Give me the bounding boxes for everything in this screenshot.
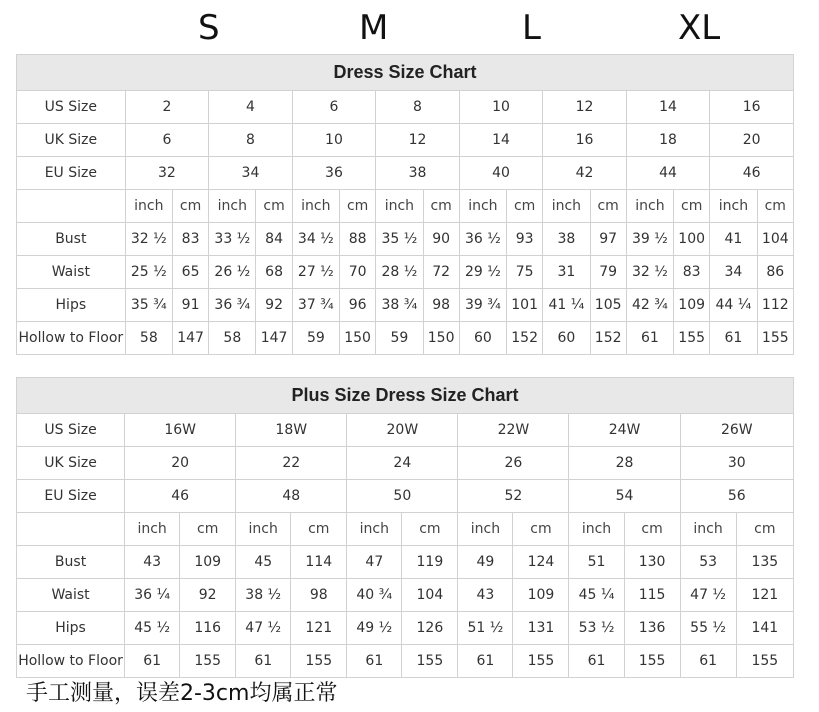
measurement-label: Waist xyxy=(17,256,126,289)
measurement-value: 51 ½ xyxy=(458,612,513,645)
measurement-value: 36 ¼ xyxy=(125,579,180,612)
eu-size-value: 42 xyxy=(543,157,627,190)
measurement-footnote: 手工测量，误差2-3cm均属正常 xyxy=(26,681,338,706)
us-size-value: 14 xyxy=(626,91,710,124)
measurement-value: 83 xyxy=(674,256,710,289)
measurement-value: 61 xyxy=(626,322,673,355)
measurement-value: 147 xyxy=(172,322,208,355)
measurement-value: 53 ½ xyxy=(569,612,624,645)
measurement-value: 109 xyxy=(180,546,236,579)
uk-size-label: UK Size xyxy=(17,124,126,157)
plus-size-chart-table xyxy=(16,377,794,678)
measurement-value: 155 xyxy=(402,645,458,678)
unit-inch-header: inch xyxy=(125,513,180,546)
unit-cm-header: cm xyxy=(757,190,793,223)
measurement-value: 126 xyxy=(402,612,458,645)
unit-cm-header: cm xyxy=(180,513,236,546)
measurement-value: 68 xyxy=(256,256,292,289)
measurement-value: 41 ¼ xyxy=(543,289,590,322)
measurement-value: 75 xyxy=(507,256,543,289)
measurement-value: 47 xyxy=(347,546,402,579)
measurement-value: 61 xyxy=(680,645,736,678)
eu-size-value: 54 xyxy=(569,480,680,513)
unit-inch-header: inch xyxy=(569,513,624,546)
unit-cm-header: cm xyxy=(513,513,569,546)
table-row xyxy=(17,579,794,612)
measurement-value: 33 ½ xyxy=(209,223,256,256)
measurement-label: Hips xyxy=(17,612,125,645)
unit-cm-header: cm xyxy=(624,513,680,546)
measurement-value: 51 xyxy=(569,546,624,579)
us-size-value: 26W xyxy=(680,414,793,447)
unit-inch-header: inch xyxy=(543,190,590,223)
measurement-value: 96 xyxy=(340,289,376,322)
measurement-value: 100 xyxy=(674,223,710,256)
measurement-value: 28 ½ xyxy=(376,256,423,289)
measurement-label: Hips xyxy=(17,289,126,322)
measurement-value: 109 xyxy=(674,289,710,322)
measurement-value: 34 ½ xyxy=(292,223,339,256)
unit-cm-header: cm xyxy=(340,190,376,223)
unit-inch-header: inch xyxy=(292,190,339,223)
measurement-value: 45 xyxy=(236,546,291,579)
measurement-value: 92 xyxy=(256,289,292,322)
measurement-value: 109 xyxy=(513,579,569,612)
unit-cm-header: cm xyxy=(423,190,459,223)
measurement-value: 36 ¾ xyxy=(209,289,256,322)
unit-row-label xyxy=(17,513,125,546)
measurement-value: 45 ½ xyxy=(125,612,180,645)
measurement-value: 38 xyxy=(543,223,590,256)
measurement-value: 55 ½ xyxy=(680,612,736,645)
eu-size-label: EU Size xyxy=(17,480,125,513)
measurement-value: 115 xyxy=(624,579,680,612)
us-size-value: 16W xyxy=(125,414,236,447)
measurement-value: 91 xyxy=(172,289,208,322)
uk-size-value: 14 xyxy=(459,124,543,157)
us-size-value: 18W xyxy=(236,414,347,447)
measurement-value: 152 xyxy=(507,322,543,355)
measurement-value: 38 ½ xyxy=(236,579,291,612)
table-row xyxy=(17,645,794,678)
us-size-value: 16 xyxy=(710,91,794,124)
eu-size-value: 38 xyxy=(376,157,460,190)
size-letter-l: L xyxy=(522,8,541,48)
table-row xyxy=(17,289,794,322)
measurement-value: 83 xyxy=(172,223,208,256)
dress-size-chart-table xyxy=(16,54,794,355)
uk-size-value: 28 xyxy=(569,447,680,480)
measurement-value: 98 xyxy=(291,579,347,612)
uk-size-value: 12 xyxy=(376,124,460,157)
measurement-label: Bust xyxy=(17,546,125,579)
measurement-value: 98 xyxy=(423,289,459,322)
unit-inch-header: inch xyxy=(236,513,291,546)
us-size-value: 22W xyxy=(458,414,569,447)
uk-size-value: 20 xyxy=(710,124,794,157)
measurement-value: 59 xyxy=(292,322,339,355)
measurement-value: 97 xyxy=(590,223,626,256)
measurement-value: 65 xyxy=(172,256,208,289)
measurement-value: 40 ¾ xyxy=(347,579,402,612)
measurement-value: 47 ½ xyxy=(680,579,736,612)
measurement-value: 47 ½ xyxy=(236,612,291,645)
unit-inch-header: inch xyxy=(125,190,172,223)
measurement-value: 92 xyxy=(180,579,236,612)
measurement-value: 150 xyxy=(423,322,459,355)
measurement-value: 60 xyxy=(543,322,590,355)
measurement-value: 61 xyxy=(125,645,180,678)
measurement-value: 79 xyxy=(590,256,626,289)
us-size-label: US Size xyxy=(17,414,125,447)
measurement-value: 25 ½ xyxy=(125,256,172,289)
eu-size-value: 34 xyxy=(209,157,293,190)
measurement-value: 60 xyxy=(459,322,506,355)
unit-row-label xyxy=(17,190,126,223)
measurement-value: 116 xyxy=(180,612,236,645)
measurement-value: 61 xyxy=(347,645,402,678)
unit-inch-header: inch xyxy=(626,190,673,223)
measurement-value: 61 xyxy=(458,645,513,678)
us-size-value: 10 xyxy=(459,91,543,124)
measurement-value: 72 xyxy=(423,256,459,289)
measurement-value: 37 ¾ xyxy=(292,289,339,322)
measurement-value: 42 ¾ xyxy=(626,289,673,322)
measurement-value: 49 xyxy=(458,546,513,579)
measurement-value: 141 xyxy=(736,612,793,645)
measurement-value: 152 xyxy=(590,322,626,355)
measurement-value: 105 xyxy=(590,289,626,322)
us-size-value: 8 xyxy=(376,91,460,124)
unit-inch-header: inch xyxy=(209,190,256,223)
measurement-value: 131 xyxy=(513,612,569,645)
us-size-value: 20W xyxy=(347,414,458,447)
unit-inch-header: inch xyxy=(376,190,423,223)
us-size-value: 24W xyxy=(569,414,680,447)
measurement-value: 155 xyxy=(736,645,793,678)
table-row xyxy=(17,546,794,579)
measurement-value: 27 ½ xyxy=(292,256,339,289)
measurement-value: 121 xyxy=(291,612,347,645)
measurement-value: 43 xyxy=(125,546,180,579)
uk-size-value: 30 xyxy=(680,447,793,480)
uk-size-label: UK Size xyxy=(17,447,125,480)
measurement-value: 44 ¼ xyxy=(710,289,757,322)
eu-size-value: 32 xyxy=(125,157,209,190)
table-row xyxy=(17,322,794,355)
measurement-value: 59 xyxy=(376,322,423,355)
measurement-value: 104 xyxy=(757,223,793,256)
measurement-value: 61 xyxy=(236,645,291,678)
uk-size-value: 18 xyxy=(626,124,710,157)
unit-cm-header: cm xyxy=(291,513,347,546)
measurement-label: Bust xyxy=(17,223,126,256)
measurement-label: Hollow to Floor xyxy=(17,645,125,678)
uk-size-value: 10 xyxy=(292,124,376,157)
measurement-value: 49 ½ xyxy=(347,612,402,645)
unit-inch-header: inch xyxy=(458,513,513,546)
measurement-value: 43 xyxy=(458,579,513,612)
measurement-value: 31 xyxy=(543,256,590,289)
eu-size-value: 50 xyxy=(347,480,458,513)
measurement-value: 155 xyxy=(624,645,680,678)
eu-size-value: 52 xyxy=(458,480,569,513)
measurement-value: 32 ½ xyxy=(125,223,172,256)
measurement-value: 45 ¼ xyxy=(569,579,624,612)
measurement-value: 32 ½ xyxy=(626,256,673,289)
uk-size-value: 22 xyxy=(236,447,347,480)
eu-size-value: 56 xyxy=(680,480,793,513)
measurement-value: 35 ½ xyxy=(376,223,423,256)
measurement-value: 150 xyxy=(340,322,376,355)
uk-size-value: 26 xyxy=(458,447,569,480)
eu-size-value: 44 xyxy=(626,157,710,190)
measurement-value: 84 xyxy=(256,223,292,256)
eu-size-value: 48 xyxy=(236,480,347,513)
chart-title: Plus Size Dress Size Chart xyxy=(17,378,794,414)
measurement-value: 88 xyxy=(340,223,376,256)
uk-size-value: 16 xyxy=(543,124,627,157)
measurement-value: 155 xyxy=(513,645,569,678)
unit-cm-header: cm xyxy=(590,190,626,223)
measurement-value: 130 xyxy=(624,546,680,579)
measurement-value: 124 xyxy=(513,546,569,579)
measurement-value: 135 xyxy=(736,546,793,579)
measurement-value: 29 ½ xyxy=(459,256,506,289)
table-row xyxy=(17,256,794,289)
measurement-value: 39 ¾ xyxy=(459,289,506,322)
uk-size-value: 6 xyxy=(125,124,209,157)
unit-inch-header: inch xyxy=(347,513,402,546)
measurement-value: 121 xyxy=(736,579,793,612)
uk-size-value: 24 xyxy=(347,447,458,480)
measurement-value: 35 ¾ xyxy=(125,289,172,322)
measurement-value: 86 xyxy=(757,256,793,289)
measurement-value: 93 xyxy=(507,223,543,256)
measurement-value: 101 xyxy=(507,289,543,322)
measurement-value: 70 xyxy=(340,256,376,289)
measurement-value: 61 xyxy=(569,645,624,678)
measurement-value: 41 xyxy=(710,223,757,256)
unit-cm-header: cm xyxy=(674,190,710,223)
measurement-value: 155 xyxy=(291,645,347,678)
measurement-value: 112 xyxy=(757,289,793,322)
table-row xyxy=(17,612,794,645)
measurement-value: 38 ¾ xyxy=(376,289,423,322)
unit-inch-header: inch xyxy=(459,190,506,223)
measurement-value: 147 xyxy=(256,322,292,355)
size-letter-xl: XL xyxy=(678,8,721,48)
eu-size-value: 36 xyxy=(292,157,376,190)
measurement-value: 61 xyxy=(710,322,757,355)
eu-size-value: 46 xyxy=(125,480,236,513)
measurement-value: 119 xyxy=(402,546,458,579)
uk-size-value: 20 xyxy=(125,447,236,480)
us-size-label: US Size xyxy=(17,91,126,124)
eu-size-value: 40 xyxy=(459,157,543,190)
measurement-value: 39 ½ xyxy=(626,223,673,256)
unit-cm-header: cm xyxy=(256,190,292,223)
unit-cm-header: cm xyxy=(402,513,458,546)
unit-inch-header: inch xyxy=(710,190,757,223)
eu-size-value: 46 xyxy=(710,157,794,190)
unit-cm-header: cm xyxy=(736,513,793,546)
chart-title: Dress Size Chart xyxy=(17,55,794,91)
size-letter-s: S xyxy=(198,8,220,48)
eu-size-label: EU Size xyxy=(17,157,126,190)
measurement-value: 155 xyxy=(674,322,710,355)
measurement-value: 136 xyxy=(624,612,680,645)
measurement-value: 36 ½ xyxy=(459,223,506,256)
unit-cm-header: cm xyxy=(507,190,543,223)
measurement-value: 114 xyxy=(291,546,347,579)
measurement-label: Hollow to Floor xyxy=(17,322,126,355)
us-size-value: 6 xyxy=(292,91,376,124)
us-size-value: 4 xyxy=(209,91,293,124)
measurement-value: 90 xyxy=(423,223,459,256)
measurement-value: 53 xyxy=(680,546,736,579)
measurement-label: Waist xyxy=(17,579,125,612)
measurement-value: 26 ½ xyxy=(209,256,256,289)
measurement-value: 155 xyxy=(757,322,793,355)
us-size-value: 2 xyxy=(125,91,209,124)
measurement-value: 58 xyxy=(125,322,172,355)
size-letter-m: M xyxy=(359,8,389,48)
us-size-value: 12 xyxy=(543,91,627,124)
unit-inch-header: inch xyxy=(680,513,736,546)
measurement-value: 58 xyxy=(209,322,256,355)
measurement-value: 155 xyxy=(180,645,236,678)
unit-cm-header: cm xyxy=(172,190,208,223)
measurement-value: 34 xyxy=(710,256,757,289)
table-row xyxy=(17,223,794,256)
measurement-value: 104 xyxy=(402,579,458,612)
uk-size-value: 8 xyxy=(209,124,293,157)
